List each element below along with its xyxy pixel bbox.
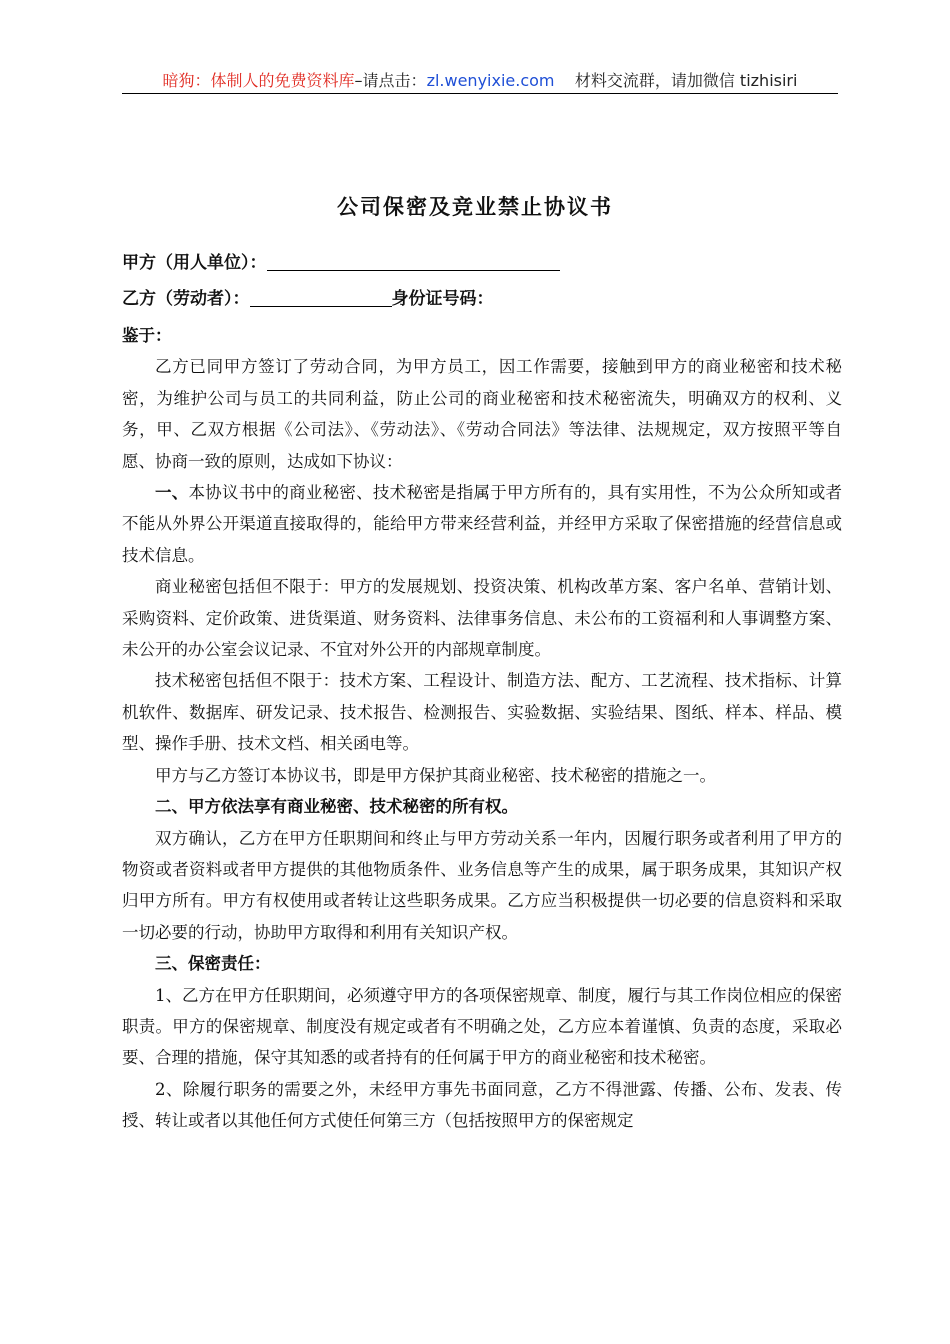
header-click-text: –请点击： [354,71,427,90]
party-b-line [122,284,494,309]
measure-paragraph: 甲方与乙方签订本协议书，即是甲方保护其商业秘密、技术秘密的措施之一。 [155,765,716,785]
header-contact: 材料交流群，请加微信 tizhisiri [574,71,798,90]
document-title: 公司保密及竞业禁止协议书 [337,195,613,219]
party-b-blank [250,288,392,307]
party-a-label: 甲方（用人单位）： [122,253,267,273]
intro-paragraph: 乙方已同甲方签订了劳动合同，为甲方员工，因工作需要，接触到甲方的商业秘密和技术秘密，为维护公司与员工的共同利益，防止公司的商业秘密和技术秘密流失，明确双方的权利、义务，甲、乙双方根据《公司法》、《劳动法》、《劳动合同法》等法律、法规规定，双方按照平等自愿、协商一致的原则，达成如下协议： [122,357,842,471]
section-3-item-2: 2、除履行职务的需要之外，未经甲方事先书面同意，乙方不得泄露、传播、公布、发表、传授、转让或者以其他任何方式使任何第三方（包括按照甲方的保密规定 [122,1079,842,1131]
tech-secret-paragraph: 技术秘密包括但不限于：技术方案、工程设计、制造方法、配方、工艺流程、技术指标、计算机软件、数据库、研发记录、技术报告、检测报告、实验数据、实验结果、图纸、样本、样品、模型、操作手册、技术文档、相关函电等。 [122,671,842,754]
business-secret-paragraph: 商业秘密包括但不限于：甲方的发展规划、投资决策、机构改革方案、客户名单、营销计划、采购资料、定价政策、进货渠道、财务资料、法律事务信息、未公布的工资福利和人事调整方案、未公开的办公室会议记录、不宜对外公开的内部规章制度。 [122,577,842,660]
section-1-heading: 一、 [155,483,189,503]
section-1-text: 本协议书中的商业秘密、技术秘密是指属于甲方所有的，具有实用性，不为公众所知或者不能从外界公开渠道直接取得的，能给甲方带来经营利益，并经甲方采取了保密措施的经营信息或技术信息。 [122,483,843,565]
whereas-heading: 鉴于： [122,326,172,345]
section-1-paragraph [122,477,842,571]
section-3-heading: 三、保密责任： [155,954,271,974]
section-2-paragraph: 双方确认，乙方在甲方任职期间和终止与甲方劳动关系一年内，因履行职务或者利用了甲方的物资或者资料或者甲方提供的其他物质条件、业务信息等产生的成果，属于职务成果，其知识产权归甲方所有。甲方有权使用或者转让这些职务成果。乙方应当积极提供一切必要的信息资料和采取一切必要的行动，协助甲方取得和利用有关知识产权。 [122,828,842,942]
header-divider [122,93,838,94]
section-2-heading: 二、甲方依法享有商业秘密、技术秘密的所有权。 [155,797,518,817]
section-3-item-1: 1、乙方在甲方任职期间，必须遵守甲方的各项保密规章、制度，履行与其工作岗位相应的保密职责。甲方的保密规章、制度没有规定或者有不明确之处，乙方应本着谨慎、负责的态度，采取必要、合理的措施，保守其知悉的或者持有的任何属于甲方的商业秘密和技术秘密。 [122,985,842,1068]
header-url-link[interactable]: zl.wenyixie.com [426,71,555,90]
party-a-line [122,248,560,273]
document-body [122,320,842,1137]
party-b-label: 乙方（劳动者）： [122,289,250,309]
id-number-label: 身份证号码： [391,289,494,309]
page-header [122,68,838,91]
header-brand: 暗狗：体制人的免费资料库 [162,71,355,90]
party-a-blank [267,252,560,271]
